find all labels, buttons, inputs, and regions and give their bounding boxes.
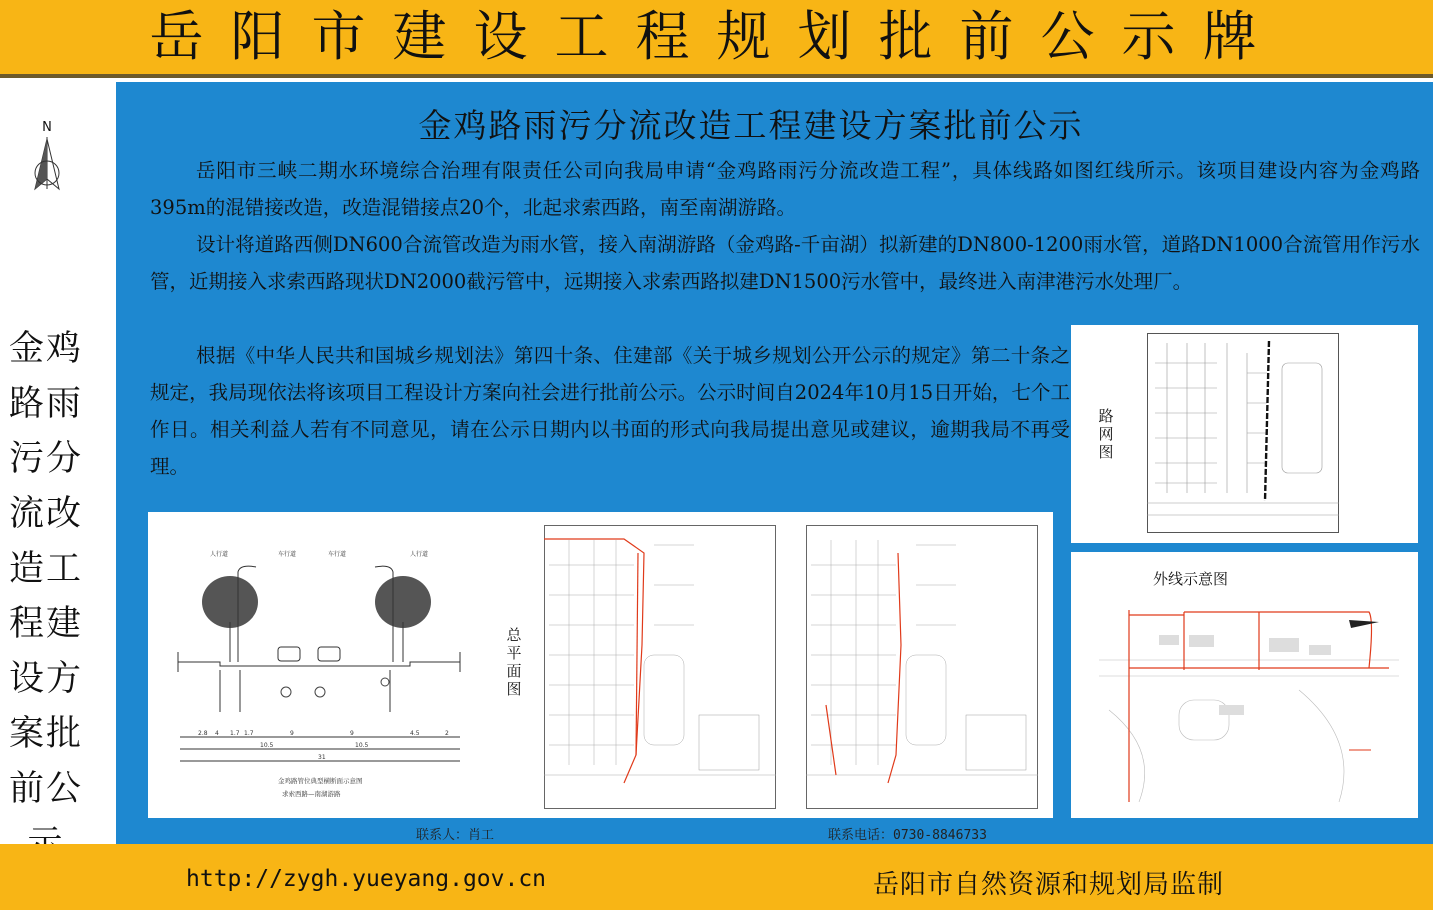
vertical-title: 金鸡路雨污分流改造工程建设方案批前公 (8, 329, 83, 809)
outer-line-label: 外线示意图 (1153, 570, 1229, 588)
paragraph-3: 根据《中华人民共和国城乡规划法》第四十条、住建部《关于城乡规划公开公示的规定》第二十条之规定，我局现依法将该项目工程设计方案向社会进行批前公示。公示时间自2024年10月15日开始，七个工作日。相关利益人若有不同意见，请在公示日期内以书面的形式向我局提出意见或建议，逾期我局不再受理。 (150, 344, 1070, 478)
total-2: 10.5 (355, 742, 369, 749)
total-3: 31 (318, 754, 326, 761)
paragraph-1: 岳阳市三峡二期水环境综合治理有限责任公司向我局申请“金鸡路雨污分流改造工程”，具体线路如图红线所示。该项目建设内容为金鸡路395m的混错接改造，改造混错接点20个，北起求索西路，南至南湖游路。 (150, 159, 1420, 219)
contact-person: 联系人：肖工 (416, 828, 495, 843)
cross-section-drawing (160, 542, 490, 812)
lane-label-1: 人行道 (210, 551, 229, 558)
north-arrow-icon (27, 117, 67, 287)
website-link[interactable]: http://zygh.yueyang.gov.cn (186, 866, 547, 892)
notice-title: 金鸡路雨污分流改造工程建设方案批前公示 (418, 106, 1084, 145)
lane-label-2: 车行道 (278, 551, 297, 558)
paragraph-2: 设计将道路西侧DN600合流管改造为雨水管，接入南湖游路（金鸡路-千亩湖）拟新建的DN800-1200雨水管，道路DN1000合流管用作污水管，近期接入求索西路现状DN2000截污管中，远期接入求索西路拟建DN1500污水管中，最终进入南津港污水处理厂。 (150, 233, 1420, 293)
road-network-label: 路网图 (1098, 407, 1114, 461)
road-network-map (1071, 325, 1418, 543)
page-title: 岳阳市建设工程规划批前公示牌 (149, 5, 1284, 68)
issuing-authority: 岳阳市自然资源和规划局监制 (873, 870, 1225, 900)
main-panel (116, 82, 1433, 844)
master-plan-label: 总平面图 (506, 626, 522, 698)
footer-banner (0, 844, 1433, 910)
left-sidebar (0, 82, 116, 844)
dim-3: 1.7 (230, 730, 240, 737)
dim-8: 2 (445, 730, 449, 737)
road-network-drawing (1147, 333, 1339, 533)
cross-section-caption: 金鸡路管位典型横断面示意图 (278, 777, 363, 785)
outer-line-drawing (1099, 590, 1399, 802)
dim-7: 4.5 (410, 730, 420, 737)
lane-label-4: 人行道 (410, 551, 429, 558)
engineering-drawings (148, 512, 1053, 818)
north-label: N (42, 120, 52, 135)
dim-5: 9 (290, 730, 294, 737)
dim-1: 2.8 (198, 730, 208, 737)
dim-2: 4 (215, 730, 219, 737)
header-banner (0, 0, 1433, 78)
total-1: 10.5 (260, 742, 274, 749)
cross-section-subcaption: 求索西路—南湖游路 (282, 790, 341, 798)
outer-line-map (1071, 552, 1418, 818)
lane-label-3: 车行道 (328, 551, 347, 558)
master-plan-drawing-1 (544, 525, 776, 809)
dim-6: 9 (350, 730, 354, 737)
dim-4: 1.7 (244, 730, 254, 737)
contact-phone: 联系电话：0730-8846733 (828, 828, 987, 843)
master-plan-drawing-2 (806, 525, 1038, 809)
